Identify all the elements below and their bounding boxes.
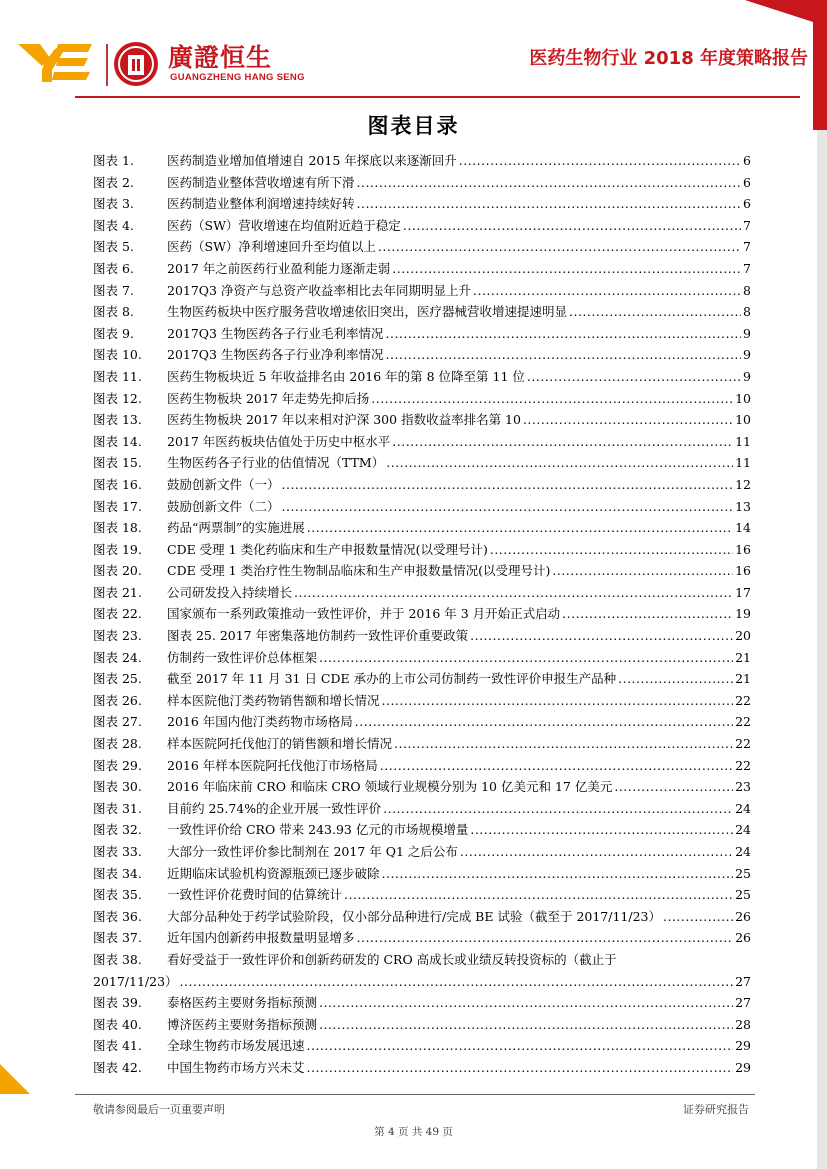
toc-entry-page: 8	[743, 304, 751, 320]
toc-entry-page: 29	[735, 1059, 751, 1075]
toc-entry-label: 图表 39.	[93, 995, 142, 1011]
toc-dot-leader	[470, 819, 733, 841]
toc-entry-title: 2017 年之前医药行业盈利能力逐渐走弱	[167, 260, 391, 276]
toc-entry-label: 图表 1.	[93, 153, 134, 168]
toc-entry-label: 图表 41.	[93, 1038, 142, 1054]
header-rule	[75, 96, 800, 98]
toc-entry-title: 目前约 25.74%的企业开展一致性评价	[167, 800, 382, 816]
toc-entry-label: 图表 38.	[93, 951, 142, 967]
toc-dot-leader	[382, 863, 734, 885]
toc-entry-page: 24	[735, 844, 751, 859]
toc-entry-label: 图表 2.	[93, 174, 134, 190]
toc-entry[interactable]	[93, 193, 751, 215]
toc-entry-title: 医药生物板块近 5 年收益排名由 2016 年的第 8 位降至第 11 位	[167, 368, 525, 384]
toc-entry-continuation[interactable]	[93, 971, 751, 993]
toc-entry-title: 2016 年样本医院阿托伐他汀市场格局	[167, 757, 378, 773]
toc-dot-leader	[307, 517, 733, 539]
toc-entry-label: 图表 30.	[93, 779, 142, 795]
toc-entry-page: 23	[735, 779, 751, 795]
toc-dot-leader	[319, 1014, 733, 1036]
toc-entry-title: 鼓励创新文件（一）	[167, 476, 280, 492]
toc-entry[interactable]	[93, 474, 751, 496]
toc-entry-title: 医药制造业整体利润增速持续好转	[167, 196, 355, 212]
toc-entry-label: 图表 17.	[93, 498, 142, 514]
toc-entry-label: 图表 10.	[93, 347, 142, 363]
toc-entry-page: 6	[743, 153, 751, 168]
toc-entry-title: 鼓励创新文件（二）	[167, 498, 280, 514]
toc-dot-leader	[473, 280, 741, 302]
toc-entry-title: 一致性评价花费时间的估算统计	[167, 887, 343, 903]
toc-entry-title: 医药（SW）营收增速在均值附近趋于稳定	[167, 217, 401, 233]
toc-dot-leader	[403, 215, 741, 237]
toc-entry-label: 图表 20.	[93, 563, 142, 579]
toc-entry-page: 7	[743, 239, 751, 255]
toc-entry-label: 图表 25.	[93, 671, 142, 687]
ye-logo-icon	[18, 40, 92, 84]
toc-entry-label: 图表 16.	[93, 476, 142, 492]
toc-entry-title: 2017Q3 生物医药各子行业净利率情况	[167, 347, 384, 363]
toc-entry[interactable]	[93, 560, 751, 582]
footer-report-type: 证券研究报告	[683, 1103, 749, 1116]
toc-entry[interactable]	[93, 236, 751, 258]
toc-entry-label: 图表 3.	[93, 196, 134, 212]
toc-entry-title: 一致性评价给 CRO 带来 243.93 亿元的市场规模增量	[167, 822, 469, 838]
toc-entry-page: 12	[735, 476, 751, 492]
toc-entry-label: 图表 4.	[93, 217, 134, 233]
toc-entry-label: 图表 42.	[93, 1059, 142, 1075]
toc-entry-label: 图表 5.	[93, 239, 134, 255]
toc-entry[interactable]	[93, 1035, 751, 1057]
toc-entry-title: 泰格医药主要财务指标预测	[167, 995, 318, 1011]
toc-entry-label: 图表 23.	[93, 628, 142, 644]
toc-entry[interactable]	[93, 431, 751, 453]
toc-entry-title: CDE 受理 1 类治疗性生物制品临床和生产申报数量情况(以受理号计)	[167, 563, 551, 579]
toc-entry-title: 医药制造业整体营收增速有所下滑	[167, 174, 355, 190]
toc-entry-title: 大部分品种处于药学试验阶段，仅小部分品种进行/完成 BE 试验（截至于 2017/11/23）	[167, 908, 661, 924]
toc-entry[interactable]	[93, 409, 751, 431]
report-title: 医药生物行业 2018 年度策略报告	[529, 48, 808, 69]
guangzheng-emblem-icon	[113, 41, 159, 87]
toc-dot-leader	[382, 690, 734, 712]
toc-dot-leader	[294, 582, 733, 604]
toc-entry-page: 14	[735, 520, 751, 536]
footer-page-number: 第 4 页 共 49 页	[374, 1126, 453, 1138]
toc-entry-page: 25	[735, 887, 751, 903]
toc-entry-title: 医药（SW）净利增速回升至均值以上	[167, 239, 376, 255]
toc-entry-title: 药品“两票制”的实施进展	[167, 520, 305, 536]
toc-entry[interactable]	[93, 452, 751, 474]
toc-entry-label: 图表 9.	[93, 325, 134, 341]
toc-entry-title: 大部分一致性评价参比制剂在 2017 年 Q1 之后公布	[167, 844, 458, 859]
toc-entry-page: 27	[735, 973, 751, 989]
toc-entry[interactable]	[93, 863, 751, 885]
toc-entry-page: 11	[735, 455, 751, 471]
toc-entry-page: 10	[735, 390, 751, 406]
toc-entry-page: 6	[743, 174, 751, 190]
toc-dot-leader	[459, 150, 741, 172]
toc-entry-title: 公司研发投入持续增长	[167, 584, 293, 600]
toc-entry-label: 图表 36.	[93, 908, 142, 924]
toc-dot-leader	[569, 301, 741, 323]
table-of-figures	[93, 150, 751, 1079]
toc-dot-leader	[180, 971, 734, 993]
right-edge-grey-bar	[817, 80, 827, 1169]
toc-entry-title: 博济医药主要财务指标预测	[167, 1016, 318, 1032]
toc-entry-title: 2017 年医药板块估值处于历史中枢水平	[167, 433, 391, 449]
toc-entry-title: 2017Q3 净资产与总资产收益率相比去年同期明显上升	[167, 282, 471, 298]
toc-entry-page: 25	[735, 865, 751, 881]
toc-entry-page: 9	[743, 368, 751, 384]
toc-entry-title: 样本医院阿托伐他汀的销售额和增长情况	[167, 736, 393, 752]
toc-entry[interactable]	[93, 603, 751, 625]
toc-dot-leader	[618, 668, 733, 690]
toc-entry-page: 11	[735, 433, 751, 449]
toc-entry-title: 仿制药一致性评价总体框架	[167, 649, 318, 665]
toc-entry-page: 26	[735, 930, 751, 946]
toc-dot-leader	[460, 841, 733, 863]
toc-entry[interactable]	[93, 496, 751, 518]
toc-entry[interactable]	[93, 215, 751, 237]
toc-dot-leader	[307, 1035, 734, 1057]
toc-entry[interactable]	[93, 366, 751, 388]
toc-dot-leader	[614, 776, 733, 798]
toc-entry-label: 图表 29.	[93, 757, 142, 773]
toc-entry[interactable]	[93, 755, 751, 777]
toc-dot-leader	[319, 647, 733, 669]
toc-entry-label: 图表 40.	[93, 1016, 142, 1032]
toc-entry[interactable]	[93, 1014, 751, 1036]
toc-entry-title: 国家颁布一系列政策推动一致性评价，并于 2016 年 3 月开始正式启动	[167, 606, 561, 622]
toc-entry[interactable]	[93, 733, 751, 755]
toc-entry[interactable]	[93, 344, 751, 366]
toc-dot-leader	[357, 927, 734, 949]
toc-entry-label: 图表 26.	[93, 692, 142, 708]
top-corner-red-triangle	[745, 0, 813, 22]
toc-dot-leader	[357, 193, 742, 215]
toc-entry[interactable]	[93, 668, 751, 690]
toc-dot-leader	[355, 711, 733, 733]
toc-entry-title: 2016 年国内他汀类药物市场格局	[167, 714, 353, 730]
toc-dot-leader	[344, 884, 733, 906]
toc-entry[interactable]	[93, 1057, 751, 1079]
toc-dot-leader	[319, 992, 733, 1014]
toc-dot-leader	[562, 603, 733, 625]
toc-entry-label: 图表 13.	[93, 412, 142, 428]
toc-entry[interactable]	[93, 280, 751, 302]
toc-entry-page: 21	[735, 649, 751, 665]
toc-entry-title: 医药制造业增加值增速自 2015 年探底以来逐渐回升	[167, 153, 457, 168]
toc-entry[interactable]	[93, 841, 751, 863]
toc-entry-page: 9	[743, 347, 751, 363]
toc-entry[interactable]	[93, 388, 751, 410]
toc-entry-page: 17	[735, 584, 751, 600]
toc-entry-label: 图表 33.	[93, 844, 142, 859]
toc-dot-leader	[392, 258, 741, 280]
toc-entry-page: 24	[735, 800, 751, 816]
toc-entry-label: 图表 34.	[93, 865, 142, 881]
toc-entry-page: 29	[735, 1038, 751, 1054]
toc-entry-title: 生物医药各子行业的估值情况（TTM）	[167, 455, 385, 471]
toc-entry-page: 19	[735, 606, 751, 622]
toc-dot-leader	[394, 733, 733, 755]
toc-entry-page: 27	[735, 995, 751, 1011]
toc-entry-label: 图表 18.	[93, 520, 142, 536]
toc-entry-page: 26	[735, 908, 751, 924]
brand-subtitle: GUANGZHENG HANG SENG	[170, 72, 305, 83]
page-header	[18, 36, 818, 96]
toc-dot-leader	[392, 431, 733, 453]
toc-entry[interactable]	[93, 172, 751, 194]
toc-dot-leader	[282, 496, 734, 518]
toc-dot-leader	[527, 366, 741, 388]
toc-dot-leader	[371, 388, 733, 410]
toc-entry-page: 7	[743, 217, 751, 233]
toc-entry-page: 13	[735, 498, 751, 514]
toc-dot-leader	[383, 798, 733, 820]
toc-entry-label: 图表 27.	[93, 714, 142, 730]
toc-entry[interactable]	[93, 539, 751, 561]
toc-entry[interactable]	[93, 301, 751, 323]
toc-dot-leader	[490, 539, 733, 561]
toc-entry-page: 6	[743, 196, 751, 212]
toc-entry-label: 图表 31.	[93, 800, 142, 816]
toc-entry-title: 截至 2017 年 11 月 31 日 CDE 承办的上市公司仿制药一致性评价申报生产品种	[167, 671, 617, 687]
toc-entry-title: 图表 25. 2017 年密集落地仿制药一致性评价重要政策	[167, 628, 469, 644]
footer-rule	[75, 1094, 755, 1095]
toc-entry[interactable]	[93, 323, 751, 345]
toc-entry-label: 图表 15.	[93, 455, 142, 471]
toc-entry[interactable]	[93, 582, 751, 604]
toc-entry-label: 图表 32.	[93, 822, 142, 838]
toc-entry[interactable]	[93, 258, 751, 280]
toc-entry[interactable]	[93, 949, 751, 971]
toc-entry-page: 28	[735, 1016, 751, 1032]
toc-entry-title: 看好受益于一致性评价和创新药研发的 CRO 高成长或业绩反转投资标的（截止于	[167, 951, 617, 967]
toc-entry-title: 2016 年临床前 CRO 和临床 CRO 领域行业规模分别为 10 亿美元和 17 亿美元	[167, 779, 613, 795]
toc-entry[interactable]	[93, 819, 751, 841]
logo-divider	[106, 44, 108, 86]
toc-entry-label: 图表 28.	[93, 736, 142, 752]
toc-entry-page: 16	[735, 563, 751, 579]
toc-entry[interactable]	[93, 906, 751, 928]
toc-entry-page: 9	[743, 325, 751, 341]
toc-entry-title: 医药生物板块 2017 年走势先抑后扬	[167, 390, 370, 406]
toc-entry-title: 医药生物板块 2017 年以来相对沪深 300 指数收益率排名第 10	[167, 412, 521, 428]
toc-entry-page: 22	[735, 736, 751, 752]
toc-entry[interactable]	[93, 776, 751, 798]
toc-entry-page: 21	[735, 671, 751, 687]
toc-dot-leader	[386, 344, 742, 366]
toc-entry-title-cont: 2017/11/23）	[93, 973, 178, 989]
toc-dot-leader	[378, 236, 741, 258]
toc-entry-page: 22	[735, 757, 751, 773]
toc-entry-label: 图表 6.	[93, 260, 134, 276]
toc-entry-title: 全球生物药市场发展迅速	[167, 1038, 305, 1054]
toc-entry[interactable]	[93, 647, 751, 669]
toc-entry-label: 图表 22.	[93, 606, 142, 622]
toc-entry-page: 10	[735, 412, 751, 428]
toc-dot-leader	[523, 409, 733, 431]
page-title: 图表目录	[367, 113, 460, 138]
toc-entry-label: 图表 7.	[93, 282, 134, 298]
toc-entry[interactable]	[93, 927, 751, 949]
toc-entry-page: 16	[735, 541, 751, 557]
toc-entry-label: 图表 14.	[93, 433, 142, 449]
toc-entry[interactable]	[93, 992, 751, 1014]
toc-entry-label: 图表 8.	[93, 304, 134, 320]
toc-entry-page: 22	[735, 692, 751, 708]
toc-entry[interactable]	[93, 150, 751, 172]
toc-dot-leader	[552, 560, 733, 582]
toc-entry-title: 样本医院他汀类药物销售额和增长情况	[167, 692, 380, 708]
toc-dot-leader	[357, 172, 742, 194]
toc-entry-title: CDE 受理 1 类化药临床和生产申报数量情况(以受理号计)	[167, 541, 488, 557]
toc-dot-leader	[470, 625, 733, 647]
toc-entry-label: 图表 24.	[93, 649, 142, 665]
toc-entry-title: 生物医药板块中医疗服务营收增速依旧突出，医疗器械营收增速提速明显	[167, 304, 568, 320]
toc-dot-leader	[386, 452, 733, 474]
toc-entry[interactable]	[93, 711, 751, 733]
toc-entry-label: 图表 12.	[93, 390, 142, 406]
toc-dot-leader	[282, 474, 734, 496]
toc-dot-leader	[380, 755, 733, 777]
toc-dot-leader	[663, 906, 733, 928]
toc-entry-page: 20	[735, 628, 751, 644]
toc-entry[interactable]	[93, 625, 751, 647]
toc-entry[interactable]	[93, 690, 751, 712]
toc-entry-page: 7	[743, 260, 751, 276]
toc-entry-page: 24	[735, 822, 751, 838]
toc-entry-title: 近年国内创新药申报数量明显增多	[167, 930, 355, 946]
toc-dot-leader	[307, 1057, 734, 1079]
toc-entry-title: 中国生物药市场方兴未艾	[167, 1059, 305, 1075]
bottom-corner-orange-triangle	[0, 1064, 30, 1094]
toc-entry-label: 图表 37.	[93, 930, 142, 946]
toc-entry-page: 8	[743, 282, 751, 298]
toc-entry[interactable]	[93, 884, 751, 906]
toc-entry[interactable]	[93, 798, 751, 820]
toc-entry-label: 图表 11.	[93, 368, 142, 384]
brand-name: 廣證恒生	[168, 43, 273, 72]
toc-entry-label: 图表 35.	[93, 887, 142, 903]
toc-entry-page: 22	[735, 714, 751, 730]
footer-disclaimer: 敬请参阅最后一页重要声明	[93, 1103, 225, 1116]
toc-entry-title: 2017Q3 生物医药各子行业毛利率情况	[167, 325, 384, 341]
toc-entry[interactable]	[93, 517, 751, 539]
toc-dot-leader	[386, 323, 742, 345]
toc-entry-label: 图表 21.	[93, 584, 142, 600]
toc-entry-title: 近期临床试验机构资源瓶颈已逐步破除	[167, 865, 380, 881]
toc-entry-label: 图表 19.	[93, 541, 142, 557]
